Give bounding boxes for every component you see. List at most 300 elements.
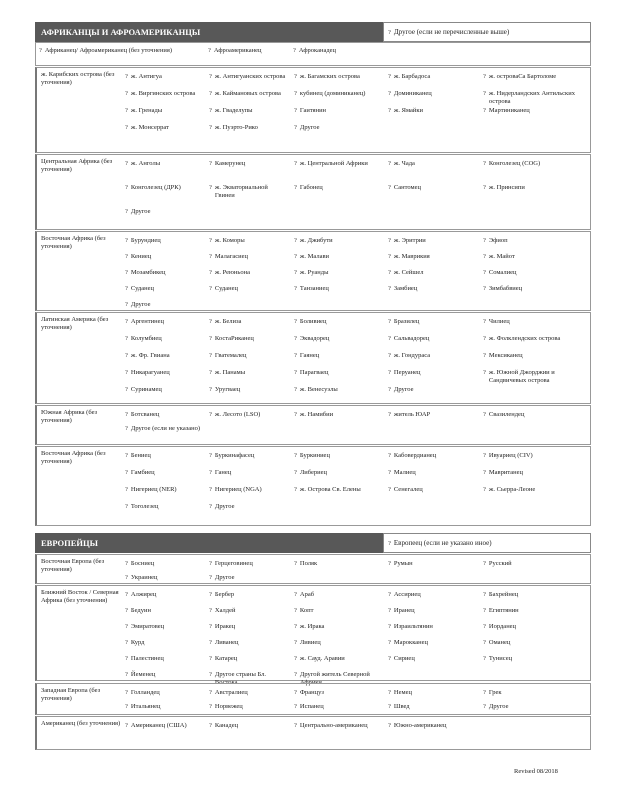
option[interactable]: ? Малагасиец	[209, 253, 249, 260]
checkbox-icon[interactable]: ?	[125, 722, 128, 729]
option[interactable]: ? Швед	[388, 703, 410, 710]
checkbox-icon[interactable]: ?	[125, 90, 128, 97]
group-label[interactable]: Латинская Америка (без уточнения)	[41, 316, 109, 331]
option[interactable]: ? Канадец	[209, 722, 239, 729]
checkbox-icon[interactable]: ?	[125, 318, 128, 325]
checkbox-icon[interactable]: ?	[388, 703, 391, 710]
checkbox-icon[interactable]: ?	[209, 107, 212, 114]
option[interactable]: ? ж. Южной Джорджии и Сандвичевых острова	[483, 369, 555, 384]
checkbox-icon[interactable]: ?	[294, 689, 297, 696]
option[interactable]: ? Центрально-американец	[294, 722, 368, 729]
option[interactable]: ? Другое	[125, 301, 151, 308]
checkbox-icon[interactable]: ?	[125, 655, 128, 662]
checkbox-icon[interactable]: ?	[293, 47, 296, 54]
option[interactable]: ? Тунисец	[483, 655, 513, 662]
checkbox-icon[interactable]: ?	[483, 607, 486, 614]
checkbox-icon[interactable]: ?	[209, 623, 212, 630]
option[interactable]: ? Йеменец	[125, 671, 156, 678]
checkbox-icon[interactable]: ?	[388, 285, 391, 292]
option[interactable]: ? Гаитянин	[294, 107, 327, 114]
checkbox-icon[interactable]: ?	[294, 285, 297, 292]
option[interactable]: ? Бахрейнец	[483, 591, 519, 598]
checkbox-icon[interactable]: ?	[388, 269, 391, 276]
checkbox-icon[interactable]: ?	[125, 469, 128, 476]
option[interactable]: ? ж. Пуэрто-Рико	[209, 124, 258, 131]
checkbox-icon[interactable]: ?	[294, 591, 297, 598]
option[interactable]: ? ж. Маврикия	[388, 253, 430, 260]
option[interactable]: ? Южно-американец	[388, 722, 447, 729]
checkbox-icon[interactable]: ?	[125, 285, 128, 292]
checkbox-icon[interactable]: ?	[209, 411, 212, 418]
option[interactable]: ? Другое (если не указано)	[125, 425, 201, 432]
option[interactable]: ? Другое	[483, 703, 509, 710]
checkbox-icon[interactable]: ?	[125, 560, 128, 567]
option[interactable]: ? Египтянин	[483, 607, 519, 614]
option[interactable]: ? Ганец	[209, 469, 232, 476]
option[interactable]: ? Боливиец	[294, 318, 327, 325]
option[interactable]: ? ж. Лесото (LSO)	[209, 411, 261, 418]
checkbox-icon[interactable]: ?	[209, 124, 212, 131]
option[interactable]: ? ж. Барбадоса	[388, 73, 431, 80]
option[interactable]: ? Свазилендец	[483, 411, 525, 418]
option[interactable]: ? Испанец	[294, 703, 324, 710]
option[interactable]: ? ж. Принсипи	[483, 184, 525, 191]
checkbox-icon[interactable]: ?	[39, 47, 42, 54]
checkbox-icon[interactable]: ?	[125, 591, 128, 598]
option[interactable]: ? Габонец	[294, 184, 323, 191]
option[interactable]: ? ж. Сьерра-Леоне	[483, 486, 536, 493]
checkbox-icon[interactable]: ?	[294, 160, 297, 167]
option[interactable]: ? Француз	[294, 689, 324, 696]
option[interactable]: ? Доминиканец	[388, 90, 432, 97]
checkbox-icon[interactable]: ?	[125, 253, 128, 260]
checkbox-icon[interactable]: ?	[209, 655, 212, 662]
checkbox-icon[interactable]: ?	[125, 269, 128, 276]
checkbox-icon[interactable]: ?	[125, 301, 128, 308]
option[interactable]: ? ж. Белиза	[209, 318, 242, 325]
checkbox-icon[interactable]: ?	[125, 574, 128, 581]
checkbox-icon[interactable]: ?	[483, 237, 486, 244]
option[interactable]: ? ж. Реюньона	[209, 269, 250, 276]
checkbox-icon[interactable]: ?	[483, 184, 486, 191]
option[interactable]: ? Другое	[294, 124, 320, 131]
checkbox-icon[interactable]: ?	[294, 124, 297, 131]
checkbox-icon[interactable]: ?	[294, 269, 297, 276]
checkbox-icon[interactable]: ?	[209, 352, 212, 359]
checkbox-icon[interactable]: ?	[209, 560, 212, 567]
checkbox-icon[interactable]: ?	[209, 369, 212, 376]
option[interactable]: ? Норвежец	[209, 703, 243, 710]
option[interactable]: ? ж. Каймановых острова	[209, 90, 281, 97]
other-field[interactable]: ? Европеец (если не указано иное)	[383, 533, 591, 553]
group-label[interactable]: Ближний Восток / Северная Африка (без уточнения)	[41, 589, 119, 604]
checkbox-icon[interactable]: ?	[209, 237, 212, 244]
checkbox-icon[interactable]: ?	[388, 623, 391, 630]
option[interactable]: ? ж. Руанды	[294, 269, 329, 276]
option[interactable]: ? Эквадорец	[294, 335, 330, 342]
option[interactable]: ? Другое страны Бл. Востока	[209, 671, 267, 686]
option[interactable]: ? Парагваец	[294, 369, 329, 376]
checkbox-icon[interactable]: ?	[388, 107, 391, 114]
option[interactable]: ? Халдей	[209, 607, 236, 614]
option[interactable]: ? Ливанец	[209, 639, 239, 646]
option[interactable]: ? Чилиец	[483, 318, 510, 325]
option[interactable]: ? Мозамбикец	[125, 269, 166, 276]
option[interactable]: ? Малиец	[388, 469, 416, 476]
checkbox-icon[interactable]: ?	[209, 90, 212, 97]
option[interactable]: ? Немец	[388, 689, 412, 696]
checkbox-icon[interactable]: ?	[125, 208, 128, 215]
option[interactable]: ? ж. Нидерландских Антильских острова	[483, 90, 575, 105]
option[interactable]: ? Африканец/ Афроамериканец (без уточнения)	[39, 47, 173, 54]
checkbox-icon[interactable]: ?	[125, 671, 128, 678]
option[interactable]: ? ж. Панамы	[209, 369, 246, 376]
option[interactable]: ? Уругваец	[209, 386, 241, 393]
option[interactable]: ? Буркиниец	[294, 452, 330, 459]
option[interactable]: ? Иракец	[209, 623, 236, 630]
checkbox-icon[interactable]: ?	[125, 160, 128, 167]
option[interactable]: ? Ассириец	[388, 591, 421, 598]
checkbox-icon[interactable]: ?	[483, 639, 486, 646]
option[interactable]: ? Никарагуанец	[125, 369, 170, 376]
option[interactable]: ? ж. Экваториальной Гвинеи	[209, 184, 268, 199]
option[interactable]: ? Американец (США)	[125, 722, 187, 729]
checkbox-icon[interactable]: ?	[294, 411, 297, 418]
checkbox-icon[interactable]: ?	[294, 386, 297, 393]
checkbox-icon[interactable]: ?	[483, 107, 486, 114]
checkbox-icon[interactable]: ?	[483, 452, 486, 459]
option[interactable]: ? ж. Острова Св. Елены	[294, 486, 361, 493]
checkbox-icon[interactable]: ?	[388, 335, 391, 342]
checkbox-icon[interactable]: ?	[294, 655, 297, 662]
option[interactable]: ? ж. Антигуа	[125, 73, 162, 80]
option[interactable]: ? Араб	[294, 591, 315, 598]
checkbox-icon[interactable]: ?	[209, 469, 212, 476]
checkbox-icon[interactable]: ?	[483, 253, 486, 260]
checkbox-icon[interactable]: ?	[294, 671, 297, 678]
checkbox-icon[interactable]: ?	[209, 386, 212, 393]
option[interactable]: ? Грек	[483, 689, 502, 696]
option[interactable]: ? Алжирец	[125, 591, 157, 598]
checkbox-icon[interactable]: ?	[388, 722, 391, 729]
checkbox-icon[interactable]: ?	[388, 90, 391, 97]
option[interactable]: ? ж. Малави	[294, 253, 330, 260]
checkbox-icon[interactable]: ?	[208, 47, 211, 54]
group-label[interactable]: Восточная Африка (без уточнения)	[41, 235, 106, 250]
option[interactable]: ? Эмиратовец	[125, 623, 165, 630]
option[interactable]: ? ж. Сауд. Аравии	[294, 655, 345, 662]
option[interactable]: ? Бедуин	[125, 607, 151, 614]
checkbox-icon[interactable]: ?	[209, 285, 212, 292]
option[interactable]: ? Другое	[125, 208, 151, 215]
checkbox-icon[interactable]: ?	[388, 160, 391, 167]
checkbox-icon[interactable]: ?	[294, 560, 297, 567]
checkbox-icon[interactable]: ?	[483, 623, 486, 630]
option[interactable]: ? Сантомец	[388, 184, 421, 191]
option[interactable]: ? Герцеговинец	[209, 560, 253, 567]
checkbox-icon[interactable]: ?	[388, 318, 391, 325]
checkbox-icon[interactable]: ?	[209, 184, 212, 191]
checkbox-icon[interactable]: ?	[388, 369, 391, 376]
checkbox-icon[interactable]: ?	[388, 237, 391, 244]
option[interactable]: ? ж. Коморы	[209, 237, 245, 244]
checkbox-icon[interactable]: ?	[294, 318, 297, 325]
option[interactable]: ? Либериец	[294, 469, 327, 476]
checkbox-icon[interactable]: ?	[294, 335, 297, 342]
option[interactable]: ? ж. Ямайки	[388, 107, 424, 114]
checkbox-icon[interactable]: ?	[388, 386, 391, 393]
option[interactable]: ? Русский	[483, 560, 512, 567]
checkbox-icon[interactable]: ?	[209, 486, 212, 493]
option[interactable]: ? Гаянец	[294, 352, 320, 359]
option[interactable]: ? Ливиец	[294, 639, 321, 646]
option[interactable]: ? ж. Ирака	[294, 623, 325, 630]
option[interactable]: ? Нигериец (NGA)	[209, 486, 262, 493]
checkbox-icon[interactable]: ?	[388, 452, 391, 459]
checkbox-icon[interactable]: ?	[294, 486, 297, 493]
checkbox-icon[interactable]: ?	[388, 639, 391, 646]
checkbox-icon[interactable]: ?	[483, 318, 486, 325]
checkbox-icon[interactable]: ?	[483, 285, 486, 292]
option[interactable]: ? Зимбабвиец	[483, 285, 523, 292]
option[interactable]: ? ж. Анголы	[125, 160, 161, 167]
group-label[interactable]: Американец (без уточнения)	[41, 720, 121, 727]
option[interactable]: ? ж. Антигуанских острова	[209, 73, 286, 80]
option[interactable]: ? Оманец	[483, 639, 511, 646]
checkbox-icon[interactable]: ?	[294, 722, 297, 729]
checkbox-icon[interactable]: ?	[209, 452, 212, 459]
checkbox-icon[interactable]: ?	[209, 503, 212, 510]
checkbox-icon[interactable]: ?	[388, 591, 391, 598]
checkbox-icon[interactable]: ?	[388, 184, 391, 191]
checkbox-icon[interactable]: ?	[388, 73, 391, 80]
option[interactable]: ? ж. Гваделупы	[209, 107, 253, 114]
option[interactable]: ? Бербер	[209, 591, 235, 598]
option[interactable]: ? ж. Гренады	[125, 107, 163, 114]
option[interactable]: ? Итальянец	[125, 703, 161, 710]
option[interactable]: ? Камерунец	[209, 160, 246, 167]
option[interactable]: ? Украинец	[125, 574, 158, 581]
option[interactable]: ? ж. Виргинских острова	[125, 90, 196, 97]
option[interactable]: ? Другое	[209, 503, 235, 510]
checkbox-icon[interactable]: ?	[209, 671, 212, 678]
checkbox-icon[interactable]: ?	[125, 411, 128, 418]
checkbox-icon[interactable]: ?	[483, 369, 486, 376]
checkbox-icon[interactable]: ?	[209, 73, 212, 80]
checkbox-icon[interactable]: ?	[483, 269, 486, 276]
checkbox-icon[interactable]: ?	[483, 90, 486, 97]
option[interactable]: ? Тоголезец	[125, 503, 159, 510]
checkbox-icon[interactable]: ?	[125, 486, 128, 493]
option[interactable]: ? Афроканадец	[293, 47, 337, 54]
option[interactable]: ? Марокканец	[388, 639, 428, 646]
option[interactable]: ? ж. Гондураса	[388, 352, 431, 359]
option[interactable]: ? Гватемалец	[209, 352, 247, 359]
checkbox-icon[interactable]: ?	[209, 318, 212, 325]
option[interactable]: ? ж. Сейшел	[388, 269, 424, 276]
option[interactable]: ? Ивуариец (CIV)	[483, 452, 533, 459]
checkbox-icon[interactable]: ?	[209, 160, 212, 167]
checkbox-icon[interactable]: ?	[483, 560, 486, 567]
option[interactable]: ? ж. Венесуэлы	[294, 386, 338, 393]
checkbox-icon[interactable]: ?	[294, 703, 297, 710]
checkbox-icon[interactable]: ?	[294, 607, 297, 614]
checkbox-icon[interactable]: ?	[125, 124, 128, 131]
checkbox-icon[interactable]: ?	[388, 486, 391, 493]
checkbox-icon[interactable]: ?	[294, 107, 297, 114]
checkbox-icon[interactable]: ?	[483, 335, 486, 342]
option[interactable]: ? Конголезец (ДРК)	[125, 184, 181, 191]
option[interactable]: ? Кабовердианец	[388, 452, 437, 459]
checkbox-icon[interactable]: ?	[483, 469, 486, 476]
checkbox-icon[interactable]: ?	[125, 352, 128, 359]
option[interactable]: ? Иранец	[388, 607, 415, 614]
option[interactable]: ? Бениец	[125, 452, 151, 459]
group-label[interactable]: Западная Европа (без уточнения)	[41, 687, 101, 702]
checkbox-icon[interactable]: ?	[483, 689, 486, 696]
option[interactable]: ? Иорданец	[483, 623, 517, 630]
option[interactable]: ? Курд	[125, 639, 145, 646]
checkbox-icon[interactable]: ?	[125, 237, 128, 244]
option[interactable]: ? Сальвадорец	[388, 335, 430, 342]
checkbox-icon[interactable]: ?	[483, 160, 486, 167]
option[interactable]: ? Ботсванец	[125, 411, 160, 418]
option[interactable]: ? Бразилец	[388, 318, 420, 325]
checkbox-icon[interactable]: ?	[209, 253, 212, 260]
option[interactable]: ? Мавританец	[483, 469, 523, 476]
checkbox-icon[interactable]: ?	[294, 452, 297, 459]
checkbox-icon[interactable]: ?	[294, 639, 297, 646]
checkbox-icon[interactable]: ?	[125, 623, 128, 630]
checkbox-icon[interactable]: ?	[209, 269, 212, 276]
option[interactable]: ? Другое	[388, 386, 414, 393]
group-label[interactable]: Центральная Африка (без уточнения)	[41, 158, 113, 173]
checkbox-icon[interactable]: ?	[388, 411, 391, 418]
checkbox-icon[interactable]: ?	[125, 425, 128, 432]
checkbox-icon[interactable]: ?	[209, 607, 212, 614]
option[interactable]: ? Колумбиец	[125, 335, 162, 342]
checkbox-icon[interactable]: ?	[483, 655, 486, 662]
checkbox-icon[interactable]: ?	[388, 469, 391, 476]
option[interactable]: ? Гамбиец	[125, 469, 155, 476]
checkbox-icon[interactable]: ?	[388, 607, 391, 614]
option[interactable]: ? Босниец	[125, 560, 155, 567]
option[interactable]: ? Буркинафасец	[209, 452, 255, 459]
checkbox-icon[interactable]: ?	[125, 452, 128, 459]
option[interactable]: ? Суданец	[209, 285, 238, 292]
option[interactable]: ? Другое	[209, 574, 235, 581]
option[interactable]: ? Афроамериканец	[208, 47, 262, 54]
checkbox-icon[interactable]: ?	[125, 503, 128, 510]
option[interactable]: ? Мексиканец	[483, 352, 523, 359]
option[interactable]: ? ж. Эритрии	[388, 237, 426, 244]
checkbox-icon[interactable]: ?	[388, 539, 391, 547]
option[interactable]: ? ж. Майот	[483, 253, 515, 260]
option[interactable]: ? КостаРиканец	[209, 335, 254, 342]
other-field[interactable]: ? Другое (если не перечисленные выше)	[383, 22, 591, 42]
checkbox-icon[interactable]: ?	[294, 73, 297, 80]
option[interactable]: ? Аргентинец	[125, 318, 164, 325]
option[interactable]: ? ж. Чада	[388, 160, 415, 167]
option[interactable]: ? Танзаниец	[294, 285, 329, 292]
checkbox-icon[interactable]: ?	[125, 184, 128, 191]
checkbox-icon[interactable]: ?	[294, 184, 297, 191]
option[interactable]: ? Перуанец	[388, 369, 421, 376]
checkbox-icon[interactable]: ?	[388, 689, 391, 696]
option[interactable]: ? Эфиоп	[483, 237, 508, 244]
checkbox-icon[interactable]: ?	[294, 369, 297, 376]
checkbox-icon[interactable]: ?	[483, 352, 486, 359]
group-label[interactable]: Восточная Африка (без уточнения)	[41, 450, 106, 465]
checkbox-icon[interactable]: ?	[294, 237, 297, 244]
checkbox-icon[interactable]: ?	[388, 28, 391, 36]
option[interactable]: ? Суринамец	[125, 386, 162, 393]
checkbox-icon[interactable]: ?	[125, 607, 128, 614]
option[interactable]: ? ж. Фолклендских острова	[483, 335, 561, 342]
option[interactable]: ? Сомалиец	[483, 269, 517, 276]
checkbox-icon[interactable]: ?	[125, 386, 128, 393]
checkbox-icon[interactable]: ?	[209, 639, 212, 646]
group-label[interactable]: ж. Карибских острова (без уточнения)	[41, 71, 115, 86]
checkbox-icon[interactable]: ?	[294, 253, 297, 260]
option[interactable]: ? Австралиец	[209, 689, 248, 696]
checkbox-icon[interactable]: ?	[209, 574, 212, 581]
group-label[interactable]: Восточная Европа (без уточнения)	[41, 558, 105, 573]
option[interactable]: ? Сириец	[388, 655, 415, 662]
option[interactable]: ? житель ЮАР	[388, 411, 431, 418]
checkbox-icon[interactable]: ?	[483, 411, 486, 418]
option[interactable]: ? ж. Багамских острова	[294, 73, 360, 80]
option[interactable]: ? Другой житель Северной Африки	[294, 671, 370, 686]
option[interactable]: ? Суданец	[125, 285, 154, 292]
checkbox-icon[interactable]: ?	[125, 107, 128, 114]
option[interactable]: ? Кениец	[125, 253, 152, 260]
option[interactable]: ? Израильтянин	[388, 623, 433, 630]
checkbox-icon[interactable]: ?	[388, 655, 391, 662]
checkbox-icon[interactable]: ?	[294, 90, 297, 97]
checkbox-icon[interactable]: ?	[483, 703, 486, 710]
option[interactable]: ? ж. Фр. Гвиана	[125, 352, 170, 359]
option[interactable]: ? Голландец	[125, 689, 160, 696]
option[interactable]: ? Копт	[294, 607, 314, 614]
group-label[interactable]: Южная Африка (без уточнения)	[41, 409, 98, 424]
option[interactable]: ? Поляк	[294, 560, 318, 567]
option[interactable]: ? Бурундиец	[125, 237, 161, 244]
option[interactable]: ? ж. Монсеррат	[125, 124, 169, 131]
option[interactable]: ? кубинец (доминиканец)	[294, 90, 366, 97]
checkbox-icon[interactable]: ?	[388, 352, 391, 359]
option[interactable]: ? Катарец	[209, 655, 238, 662]
checkbox-icon[interactable]: ?	[483, 73, 486, 80]
option[interactable]: ? ж. островаСа Бартоломе	[483, 73, 557, 80]
option[interactable]: ? Сенегалец	[388, 486, 423, 493]
option[interactable]: ? Румын	[388, 560, 413, 567]
checkbox-icon[interactable]: ?	[294, 623, 297, 630]
checkbox-icon[interactable]: ?	[125, 73, 128, 80]
option[interactable]: ? Нигериец (NER)	[125, 486, 177, 493]
checkbox-icon[interactable]: ?	[209, 689, 212, 696]
checkbox-icon[interactable]: ?	[294, 469, 297, 476]
option[interactable]: ? ж. Центральной Африки	[294, 160, 368, 167]
checkbox-icon[interactable]: ?	[209, 591, 212, 598]
checkbox-icon[interactable]: ?	[209, 722, 212, 729]
checkbox-icon[interactable]: ?	[294, 352, 297, 359]
checkbox-icon[interactable]: ?	[209, 335, 212, 342]
checkbox-icon[interactable]: ?	[483, 591, 486, 598]
option[interactable]: ? ж. Джибути	[294, 237, 333, 244]
checkbox-icon[interactable]: ?	[125, 703, 128, 710]
checkbox-icon[interactable]: ?	[125, 639, 128, 646]
